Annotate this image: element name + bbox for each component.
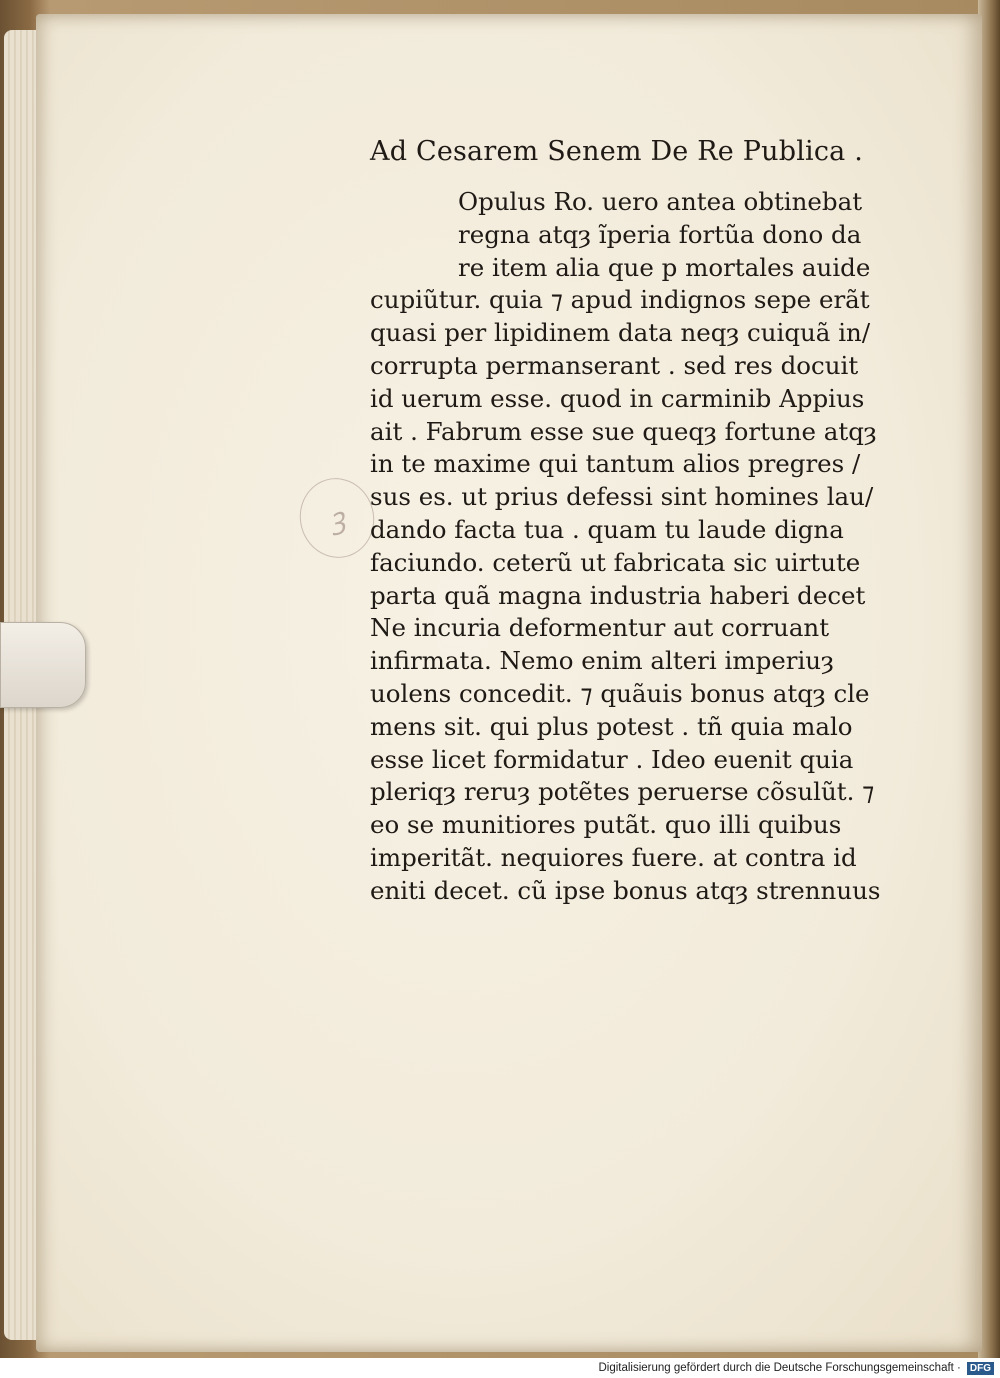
text-line: esse licet formidatur . Ideo euenit quia [370,744,854,774]
text-line: quasi per lipidinem data neqȝ cuiquã in/ [370,318,871,348]
text-line: mens sit. qui plus potest . tñ quia malo [370,711,853,741]
text-line: eniti decet. cũ ipse bonus atqȝ strennuus [370,875,881,905]
text-line: imperitãt. nequiores fuere. at contra id [370,842,857,872]
text-line: dando facta tua . quam tu laude digna [370,514,844,544]
funding-credit: Digitalisierung gefördert durch die Deutsche Forschungsgemeinschaft · [598,1362,961,1374]
text-line: infirmata. Nemo enim alteri imperiuȝ [370,646,834,676]
text-line: parta quã magna industria haberi decet [370,580,866,610]
text-line: uolens concedit. ⁊ quãuis bonus atqȝ cle [370,678,870,708]
text-line: faciundo. ceterũ ut fabricata sic uirtute [370,547,861,577]
library-stamp: ꝫ [291,470,382,566]
text-line: cupiũtur. quia ⁊ apud indignos sepe erãt [370,285,870,315]
page-heading: Ad Cesarem Senem De Re Publica . [370,136,864,167]
text-line: Opulus Ro. uero antea obtinebat [458,187,863,216]
text-line: re item alia que p mortales auide [458,252,871,282]
text-line: corrupta permanserant . sed res docuit [370,350,859,380]
dfg-logo: DFG [967,1362,994,1375]
text-block [370,130,890,908]
text-line: sus es. ut prius defessi sint homines lau/ [370,482,874,512]
text-line: ait . Fabrum esse sue queqȝ fortune atqȝ [370,416,877,446]
text-line: eo se munitiores putãt. quo illi quibus [370,810,842,840]
text-line: in te maxime qui tantum alios pregres / [370,449,861,479]
text-line: regna atqȝ ĩperia fortũa dono da [458,219,862,249]
text-line: Ne incuria deformentur aut corruant [370,613,830,643]
text-line: id uerum esse. quod in carminib Appius [370,383,865,413]
text-line: pleriqȝ reruȝ potẽtes peruerse cõsulũt. ⁊ [370,777,875,807]
page-clip [0,622,86,708]
footer-bar [0,1358,1000,1378]
